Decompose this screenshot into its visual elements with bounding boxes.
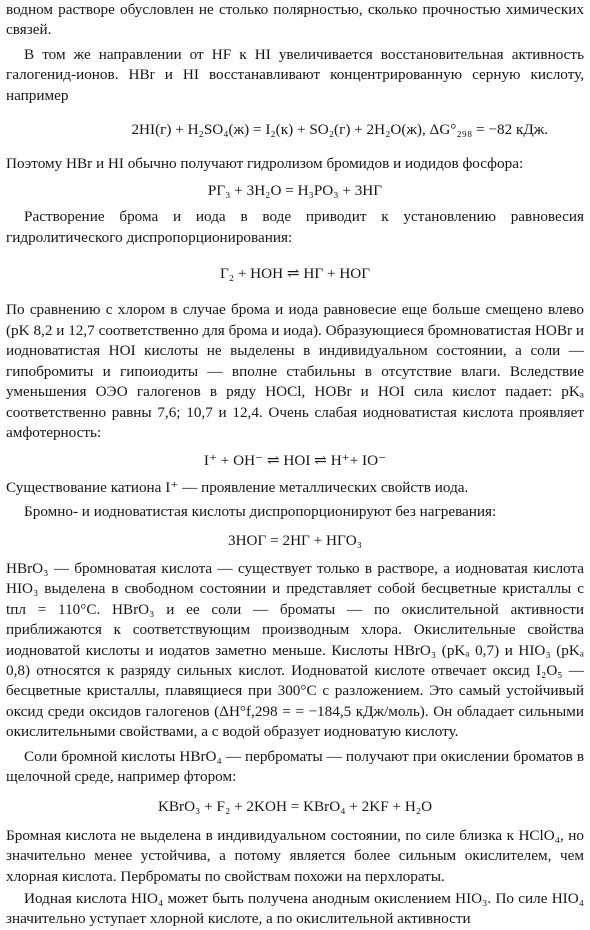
paragraph-iodine-cation: Существование катиона I⁺ — проявление металлических свойств иода. (6, 478, 469, 496)
equation-phosphorus-halide-hydrolysis: PГ₃ + 3H₂O = H₃PO₃ + 3HГ (207, 181, 383, 199)
paragraph-hypohalous-acids: По сравнению с хлором в случае брома и иода равновесие еще больше смещено влево (pK 8,2 и 12,7 соответственно для брома и иода). Образующиеся бромноватистая HOBr и иодноватистая HOI кислоты не выделены в индивидуальном состоянии, а соли — гипобромиты и гипоиодиты — вполне стабильны в отсутствие влаги. Вследствие уменьшения ОЭО галогенов в ряду HOCl, HOBr и HOI сила кислот падает: pKₐ соответственно равны 7,6; 10,7 и 12,4. Очень слабая иодноватистая кислота проявляет амфотерность: (6, 301, 584, 441)
equation-perbromate-synthesis: KBrO₃ + F₂ + 2KOH = KBrO₄ + 2KF + H₂O (157, 798, 433, 816)
equation-hoi-amphoterism: I⁺ + OH⁻ ⇌ HOI ⇌ H⁺+ IO⁻ (203, 452, 387, 470)
equation-hi-sulfuric-acid: 2HI(г) + H₂SO₄(ж) = I₂(к) + SO₂(г) + 2H₂O(ж), ΔG°₂₉₈ = −82 кДж. (131, 121, 548, 139)
paragraph-reducing-activity: В том же направлении от HF к HI увеличивается восстановительная активность галогенид-ионов. HBr и HI восстанавливают концентрированную серную кислоту, например (6, 45, 584, 104)
paragraph-perbromic-acid: Бромная кислота не выделена в индивидуальном состоянии, по силе близка к HClO₄, но значительно менее устойчива, а потому является более сильным окислителем, чем хлорная кислота. Перброматы по свойствам похожи на перхлораты. (6, 826, 584, 885)
paragraph-hypohalous-disproportionation: Бромно- и иодноватистая кислоты диспропорционируют без нагревания: (24, 503, 497, 521)
paragraph-periodic-acid: Иодная кислота HIO₄ может быть получена анодным окислением HIO₃. По силе HIO₄ значительно уступает хлорной кислоте, а по окислительной активности (6, 890, 584, 928)
paragraph-halic-acids: HBrO₃ — бромноватая кислота — существует только в растворе, а иодноватая кислота HIO₃ выделена в свободном состоянии и представляет собой бесцветные кристаллы с tпл = 110°C. HBrO₃ и ее соли — броматы — по окислительной активности приближаются к соответствующим производным хлора. Окислительные свойства иодноватой кислоты и иодатов заметно меньше. Кислоты HBrO₃ (pKₐ 0,7) и HIO₃ (pKₐ 0,8) относятся к разряду сильных кислот. Иодноватой кислоте отвечает оксид I₂O₅ — бесцветные кристаллы, плавящиеся при 300°C с разложением. Это самый устойчивый оксид среди оксидов галогенов (ΔH°f,298 = = −184,5 кДж/моль). Он обладает сильными окислительными свойствами, а с водой образует иодноватую кислоту. (6, 559, 584, 741)
paragraph-disproportionation-intro: Растворение брома и иода в воде приводит к установлению равновесия гидролитического диспропорционирования: (6, 208, 584, 246)
paragraph-perbromates: Соли бромной кислоты HBrO₄ — перброматы — получают при окислении броматов в щелочной среде, например фтором: (6, 747, 584, 785)
equation-hypohalite-disproportionation: 3HOГ = 2HГ + HГO₃ (228, 531, 362, 549)
paragraph-hydrolysis-intro: Поэтому HBr и HI обычно получают гидролизом бромидов и иодидов фосфора: (6, 155, 524, 173)
paragraph-hydrogen-halide-strength: водном растворе обусловлен не столько полярностью, сколько прочностью химических связей. (6, 1, 584, 39)
equation-halogen-water-equilibrium: Г₂ + HOH ⇌ HГ + HOГ (219, 265, 371, 283)
